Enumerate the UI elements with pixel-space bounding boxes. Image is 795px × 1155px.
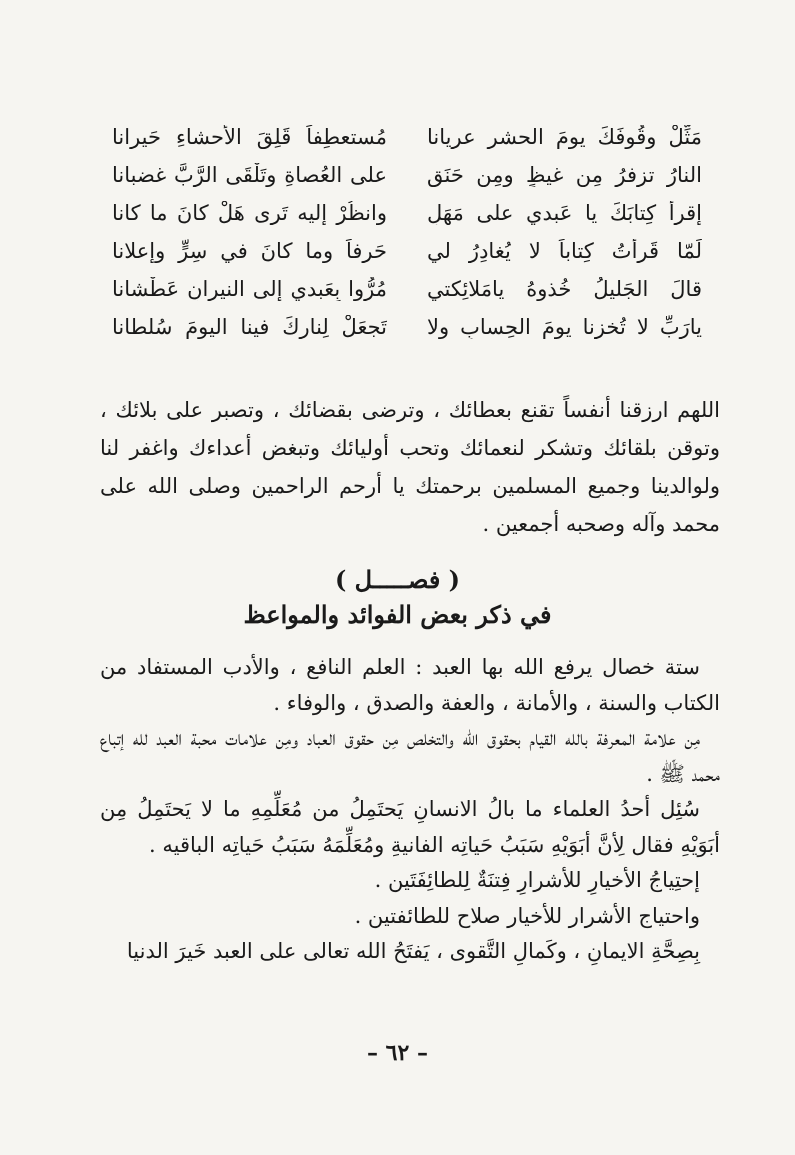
verse-second-half: تَجعَلْ لِنارِكَ فينا اليومَ سُلطانا xyxy=(112,315,387,339)
verse-first-half: لَمّا قَرأتُ كِتاباً لا يُغادِرُ لي xyxy=(427,239,702,263)
page-number: – ٦٢ – xyxy=(367,1040,428,1066)
verse-second-half: مُرُّوا بِعَبدي إلى النيرانِ عَطْشانا xyxy=(112,277,387,301)
poem-verse xyxy=(112,270,702,308)
verse-second-half: وانظُرْ إليه تَرى هَلْ كانَ ما كانا xyxy=(112,201,387,225)
verse-second-half: مُستعطِفاً قَلِقَ الأحشاءِ حَيرانا xyxy=(112,125,387,149)
verse-second-half: حَرفاً وما كانَ في سِرٍّ وإعلانا xyxy=(112,239,387,263)
paragraph: سُئِل أحدُ العلماء ما بالُ الانسانِ يَحتَمِلُ من مُعَلِّمِهِ ما لا يَحتَمِلُ مِن أبَوَيْهِ فقال لِأنَّ أبَوَيْهِ سَبَبُ حَياتِه الفانيةِ ومُعَلِّمَهُ سَبَبُ حَياتِه الباقيه . xyxy=(100,797,720,857)
verse-first-half: إقرأْ كِتابَكَ يا عَبدي على مَهَلٍ xyxy=(427,201,702,225)
section-heading: ( فصـــــل ) xyxy=(334,565,461,594)
verse-second-half: على العُصاةِ وتَلْقَى الرَّبَّ غضبانا xyxy=(112,163,387,187)
verse-first-half: يارَبِّ لا تُخزِنا يومَ الحِسابِ ولا xyxy=(427,315,702,339)
paragraph: مِن علامة المعرفة بالله القيام بحقوق الله والتخلص مِن حقوق العباد ومِن علامات محبة العبد لله إتباع محمد ﷺ . xyxy=(100,726,720,786)
poem-verse xyxy=(112,308,702,346)
body-text xyxy=(100,650,720,970)
paragraph: إحتِياجُ الأخيارِ للأشرارِ فِتنَةٌ لِلطائِفَتَين . xyxy=(374,868,700,892)
verse-first-half: مَثِّلْ وقُوفَكَ يومَ الحشرِ عريانا xyxy=(427,125,702,149)
paragraph: بِصِحَّةِ الايمانِ ، وكَمالِ التَّقوى ، يَفتَحُ الله تعالى على العبد خَيرَ الدنيا xyxy=(126,939,700,963)
poem-verse xyxy=(112,156,702,194)
poem-verse xyxy=(112,232,702,270)
prayer-paragraph: اللهم ارزقنا أنفساً تقنع بعطائك ، وترضى بقضائك ، وتصبر على بلائك ، وتوقن بلقائك وتشكر لنعمائك وتحب أوليائك وتبغض أعداءك واغفر لنا ولوالدينا وجميع المسلمين برحمتك يا أرحم الراحمين وصلى الله على محمد وآله وصحبه أجمعين . xyxy=(100,398,720,536)
paragraph: واحتياج الأشرار للأخيار صلاح للطائفتين . xyxy=(354,903,700,928)
poem xyxy=(112,118,702,346)
section-subheading: في ذكر بعض الفوائد والمواعظ xyxy=(243,600,552,629)
verse-first-half: قالَ الجَليلُ خُذوهُ يامَلائِكتي xyxy=(427,277,702,301)
verse-first-half: النارُ تزفرُ مِن غيظٍ ومِن حَنَقٍ xyxy=(427,163,702,187)
poem-verse xyxy=(112,194,702,232)
paragraph: ستة خصال يرفع الله بها العبد : العلم النافع ، والأدب المستفاد من الكتاب والسنة ، والأمانة ، والعفة والصدق ، والوفاء . xyxy=(100,655,720,715)
poem-verse xyxy=(112,118,702,156)
